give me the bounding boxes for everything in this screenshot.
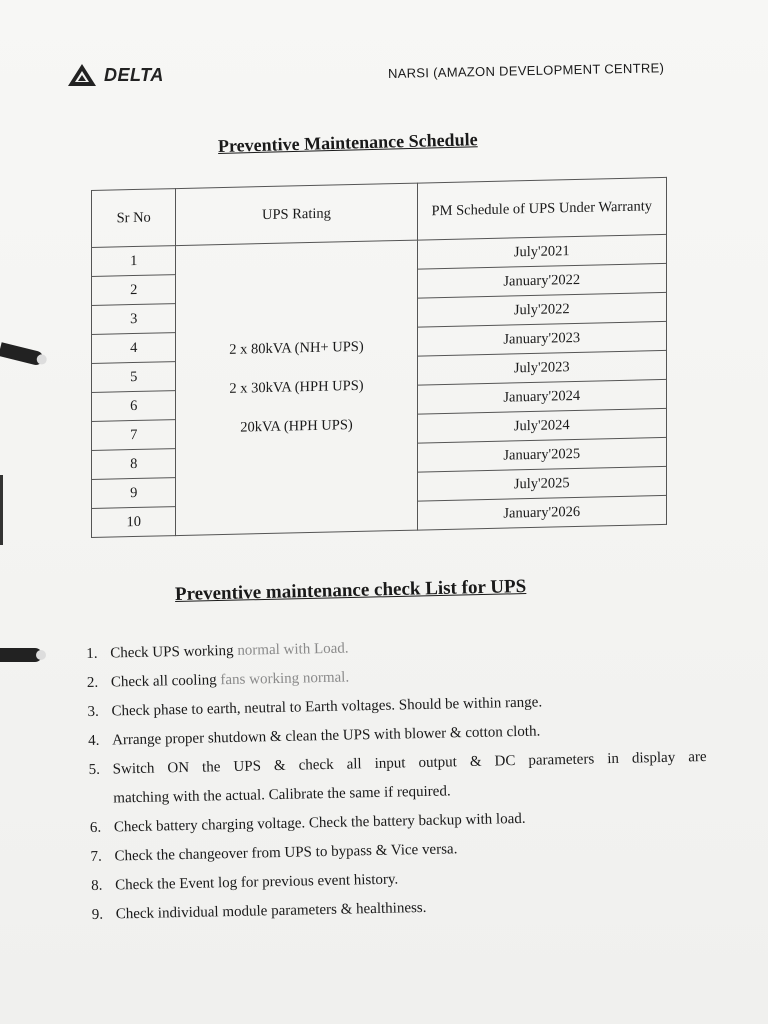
schedule-table bbox=[91, 177, 667, 538]
item-text: Arrange proper shutdown & clean the UPS with blower & cotton cloth. bbox=[111, 723, 541, 749]
logo-text: DELTA bbox=[104, 64, 164, 85]
pm-date-cell: January'2026 bbox=[417, 495, 666, 530]
item-text: Check the changeover from UPS to bypass & Vice versa. bbox=[114, 841, 458, 865]
sr-no-cell: 1 bbox=[92, 246, 176, 277]
delta-logo bbox=[66, 62, 164, 88]
column-header-ups-rating: UPS Rating bbox=[176, 183, 417, 245]
sr-no-cell: 9 bbox=[92, 478, 176, 509]
checklist bbox=[86, 627, 710, 930]
item-number: 1. bbox=[86, 645, 98, 662]
checklist-title: Preventive maintenance check List for UPS bbox=[174, 576, 527, 605]
site-name: NARSI (AMAZON DEVELOPMENT CENTRE) bbox=[387, 60, 665, 81]
delta-triangle-icon bbox=[66, 62, 102, 88]
sr-no-cell: 4 bbox=[92, 333, 176, 364]
sr-no-cell: 3 bbox=[92, 304, 176, 335]
item-text-part: Check all cooling bbox=[110, 672, 217, 691]
item-text-part: Check UPS working bbox=[110, 642, 234, 662]
sr-no-cell: 2 bbox=[92, 275, 176, 306]
schedule-title: Preventive Maintenance Schedule bbox=[217, 129, 478, 156]
item-number: 5. bbox=[88, 761, 101, 778]
pm-date-cell: July'2025 bbox=[417, 466, 666, 501]
item-text: Switch ON the UPS & check all input output & DC parameters in display are bbox=[112, 749, 707, 778]
pm-date-cell: July'2022 bbox=[417, 292, 666, 327]
item-text-faded: normal with Load. bbox=[233, 640, 349, 659]
page-edge-mark bbox=[0, 475, 3, 545]
sr-no-cell: 6 bbox=[92, 391, 176, 422]
pm-date-cell: January'2023 bbox=[417, 321, 666, 356]
ups-rating: 20kVA (HPH UPS) bbox=[240, 417, 353, 436]
item-text: Check battery charging voltage. Check the battery backup with load. bbox=[113, 810, 526, 836]
item-text: Check phase to earth, neutral to Earth voltages. Should be within range. bbox=[111, 694, 543, 720]
ups-rating: 2 x 80kVA (NH+ UPS) bbox=[229, 338, 364, 358]
ups-rating-cell bbox=[176, 240, 417, 535]
sr-no-cell: 7 bbox=[92, 420, 176, 451]
column-header-sr-no: Sr No bbox=[92, 189, 176, 248]
sr-no-cell: 10 bbox=[92, 507, 176, 538]
schedule-table-container bbox=[91, 177, 667, 540]
column-header-pm-schedule: PM Schedule of UPS Under Warranty bbox=[417, 177, 666, 240]
ups-rating: 2 x 30kVA (HPH UPS) bbox=[229, 377, 364, 397]
item-number: 2. bbox=[86, 674, 99, 691]
item-number: 6. bbox=[89, 819, 102, 836]
item-number: 9. bbox=[91, 906, 104, 923]
item-text-continuation: matching with the actual. Calibrate the same if required. bbox=[113, 783, 451, 807]
item-text: Check the Event log for previous event history. bbox=[114, 871, 399, 894]
pm-date-cell: January'2025 bbox=[417, 437, 666, 472]
binder-hole-shadow bbox=[0, 648, 42, 662]
item-number: 3. bbox=[87, 703, 99, 720]
item-number: 8. bbox=[90, 877, 103, 894]
item-number: 4. bbox=[87, 732, 100, 749]
binder-hole-shadow bbox=[0, 342, 44, 366]
item-text-faded: fans working normal. bbox=[216, 669, 350, 689]
sr-no-cell: 8 bbox=[92, 449, 176, 480]
sr-no-cell: 5 bbox=[92, 362, 176, 393]
pm-date-cell: January'2022 bbox=[417, 263, 666, 298]
item-number: 7. bbox=[90, 848, 102, 865]
item-text: Check individual module parameters & healthiness. bbox=[115, 899, 427, 923]
pm-date-cell: July'2023 bbox=[417, 350, 666, 385]
pm-date-cell: January'2024 bbox=[417, 379, 666, 414]
pm-date-cell: July'2021 bbox=[417, 234, 666, 269]
pm-date-cell: July'2024 bbox=[417, 408, 666, 443]
